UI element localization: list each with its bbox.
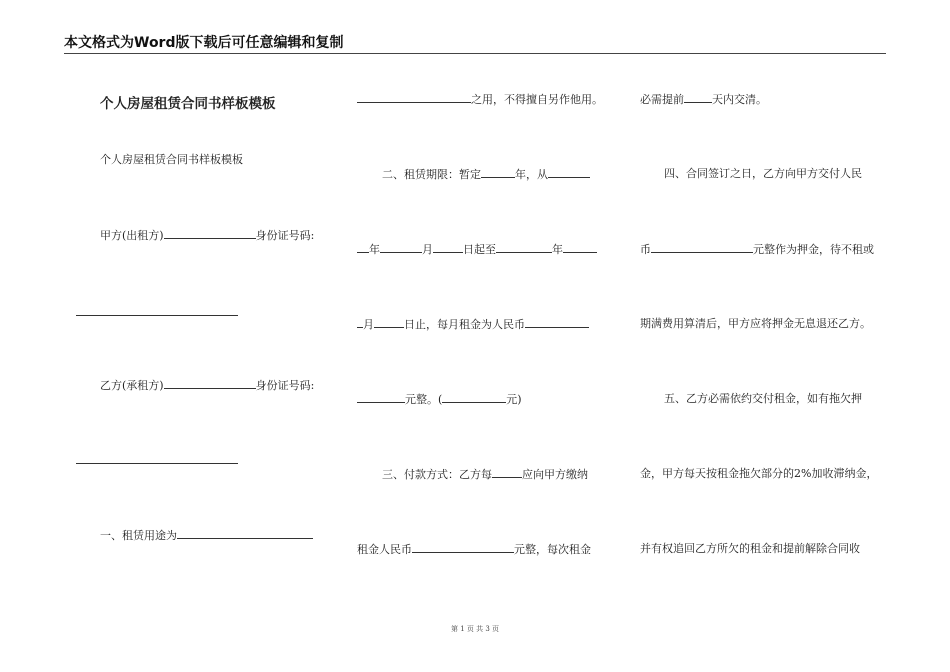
rent-amount-line (357, 392, 522, 407)
clause-5: 五、乙方必需依约交付租金，如有拖欠押 (664, 392, 862, 405)
party-a-name-blank[interactable] (164, 228, 256, 239)
start-day-blank[interactable] (433, 242, 463, 253)
party-a-label: 甲方(出租方) (100, 229, 164, 242)
page-footer: 第 1 页 共 3 页 (450, 625, 500, 633)
party-b-label: 乙方(承租方) (100, 379, 164, 392)
party-a-line (100, 228, 314, 243)
day-from-label: 日起至 (463, 243, 496, 256)
end-year-blank[interactable] (496, 242, 552, 253)
purpose-label: 一、租赁用途为 (100, 529, 177, 542)
purpose-blank[interactable] (177, 528, 313, 539)
yuan-zheng-label: 元整。( (405, 393, 443, 406)
rent-per-payment-line (357, 542, 591, 557)
late-fee-line: 金，甲方每天按租金拖欠部分的2%加收滞纳金， (640, 467, 878, 480)
document-header: 本文格式为Word版下载后可任意编辑和复制 (64, 35, 344, 51)
end-day-blank[interactable] (374, 317, 404, 328)
advance-line (640, 92, 767, 107)
term-years-blank[interactable] (481, 167, 515, 178)
subtitle: 个人房屋租赁合同书样板模板 (100, 153, 243, 166)
rent-per-payment-blank[interactable] (412, 542, 514, 553)
purpose-line (100, 528, 313, 543)
deposit-refund-line: 期满费用算清后，甲方应将押金无息退还乙方。 (640, 317, 871, 330)
yuan-close-label: 元) (506, 393, 522, 406)
deposit-blank[interactable] (651, 242, 753, 253)
start-month-blank[interactable] (380, 242, 422, 253)
id-label-a: 身份证号码: (255, 229, 315, 242)
payment-suffix: 应向甲方缴纳 (522, 468, 588, 481)
recover-line: 并有权追回乙方所欠的租金和提前解除合同收 (640, 542, 860, 555)
term-line (382, 167, 590, 182)
payment-prefix: 三、付款方式：乙方每 (382, 468, 492, 481)
party-b-id-blank[interactable] (76, 463, 238, 464)
term-year-label: 年，从 (515, 168, 548, 181)
clause-4: 四、合同签订之日，乙方向甲方交付人民 (664, 167, 862, 180)
month-label: 月 (422, 243, 433, 256)
day-end-label: 日止，每月租金为人民币 (404, 318, 525, 331)
document-title: 个人房屋租赁合同书样板模板 (100, 96, 276, 112)
id-label-b: 身份证号码: (255, 379, 315, 392)
monthly-rent-line (357, 317, 589, 332)
deposit-line (640, 242, 874, 257)
payment-line (382, 467, 588, 482)
date-range-line (357, 242, 597, 257)
advance-prefix: 必需提前 (640, 93, 684, 106)
rent-words-blank[interactable] (357, 392, 405, 403)
usage-line (357, 92, 603, 107)
deposit-suffix: 元整作为押金，待不租或 (753, 243, 874, 256)
start-year-blank[interactable] (548, 167, 590, 178)
year2-label: 年 (552, 243, 563, 256)
party-b-name-blank[interactable] (164, 378, 256, 389)
deposit-prefix: 币 (640, 243, 651, 256)
year-label: 年 (369, 243, 380, 256)
rent-prefix: 租金人民币 (357, 543, 412, 556)
usage-suffix: 之用，不得擅自另作他用。 (471, 93, 603, 106)
party-a-id-blank[interactable] (76, 315, 238, 316)
usage-blank[interactable] (357, 92, 471, 103)
party-b-line (100, 378, 314, 393)
advance-days-blank[interactable] (684, 92, 712, 103)
rent-suffix: 元整，每次租金 (514, 543, 591, 556)
rent-number-blank[interactable] (442, 392, 506, 403)
monthly-rent-blank[interactable] (525, 317, 589, 328)
end-month-blank[interactable] (563, 242, 597, 253)
term-prefix: 二、租赁期限：暂定 (382, 168, 481, 181)
month2-label: 月 (363, 318, 374, 331)
advance-suffix: 天内交清。 (712, 93, 767, 106)
payment-period-blank[interactable] (492, 467, 522, 478)
header-rule (64, 53, 886, 54)
start-year-tail-blank[interactable] (357, 242, 369, 253)
